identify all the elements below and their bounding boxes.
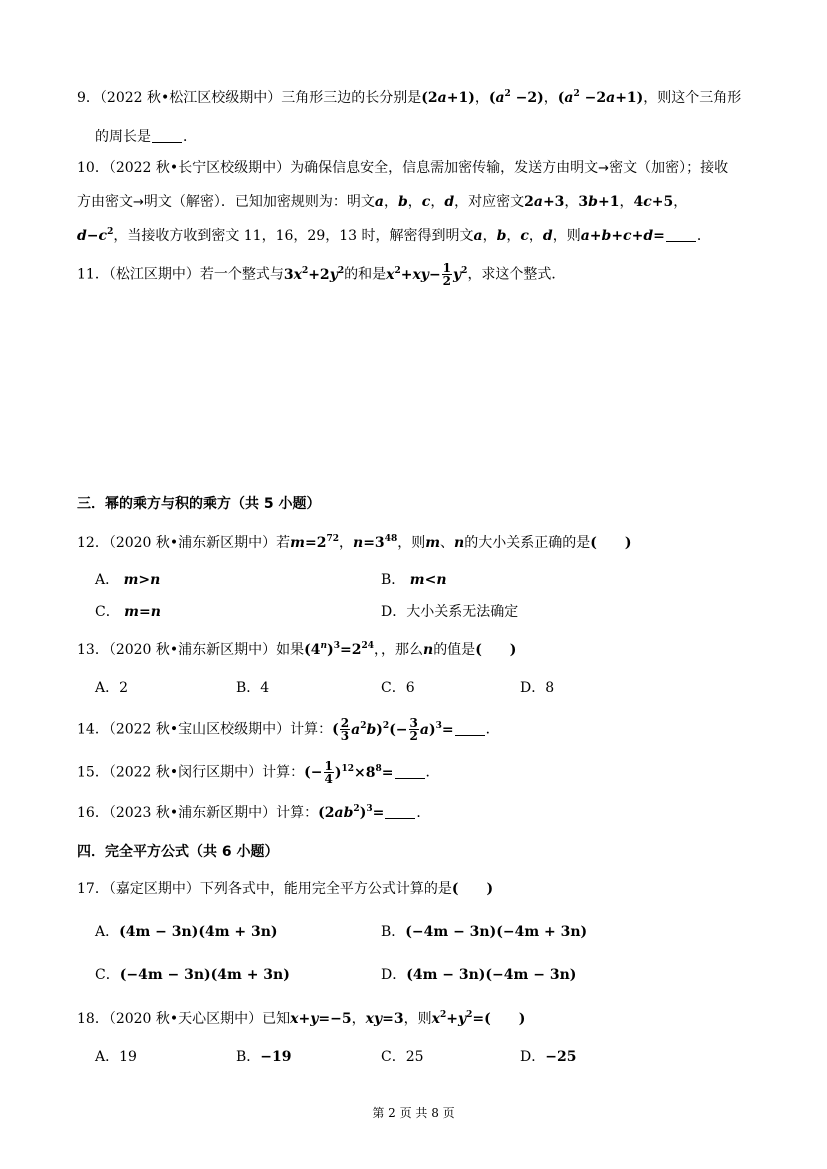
- q17-option-d[interactable]: D．(4m − 3n)(−4m − 3n): [381, 967, 577, 983]
- q13-option-b[interactable]: B．4: [236, 680, 270, 696]
- q18-option-d[interactable]: D．−25: [520, 1049, 577, 1065]
- page-footer: 第 2 页 共 8 页: [372, 1106, 455, 1120]
- question-10-line1: 10．（2022 秋•长宁区校级期中）为确保信息安全，信息需加密传输，发送方由明文→密文（加密）；接收: [77, 160, 729, 176]
- question-9-line1: 9．（2022 秋•松江区校级期中）三角形三边的长分别是(2a+1)，$(a^2 -2)$，$(a^2 -2a+1)$，则这个三角形: [77, 89, 742, 106]
- q13-option-a[interactable]: A．2: [95, 680, 129, 696]
- question-13: 13．（2020 秋•浦东新区期中）如果$(4^n)^3=2^{24}$，，那么n的值是( ): [77, 641, 517, 658]
- question-16: 16．（2023 秋•浦东新区期中）计算：$(2ab^2)^3=$ ．: [77, 804, 431, 821]
- question-9-line2: 的周长是 ．: [95, 129, 197, 145]
- question-15: 15．（2022 秋•闵行区期中）计算：(− $\frac{1}{4}$ )$^{12}\times 8^8=$ ．: [77, 759, 440, 786]
- q17-option-a[interactable]: A．(4m − 3n)(4m + 3n): [95, 924, 278, 940]
- question-11: 11．（松江区期中）若一个整式与$3x^2+2y^2$的和是$x^2+xy-$ $\frac{1}{2}$ $y^2$，求这个整式．: [77, 261, 566, 288]
- question-17: 17．（嘉定区期中）下列各式中，能用完全平方公式计算的是( ): [77, 881, 494, 897]
- question-14: 14．（2022 秋•宝山区校级期中）计算：( $\frac{2}{3}$ $a^2b)^2(-$ $\frac{3}{2}$ a)$^3$= ．: [77, 716, 500, 743]
- q12-option-c[interactable]: C． m=n: [95, 604, 161, 620]
- q12-option-d[interactable]: D．大小关系无法确定: [381, 604, 519, 620]
- question-12: 12．（2020 秋•浦东新区期中）若$m=2^{72}$，$n=3^{48}$，则m、n的大小关系正确的是( ): [77, 534, 632, 551]
- q13-option-d[interactable]: D．8: [520, 680, 555, 696]
- arrow-icon: →: [598, 161, 610, 176]
- arrow-icon: →: [133, 195, 144, 210]
- q13-option-c[interactable]: C．6: [381, 680, 415, 696]
- answer-blank[interactable]: [455, 721, 485, 736]
- q12-option-a[interactable]: A． m>n: [95, 572, 161, 588]
- q18-option-c[interactable]: C．25: [381, 1049, 424, 1065]
- answer-blank[interactable]: [666, 227, 696, 242]
- q12-option-b[interactable]: B． m<n: [381, 572, 447, 588]
- q17-option-b[interactable]: B．(−4m − 3n)(−4m + 3n): [381, 924, 588, 940]
- section-4-heading: 四．完全平方公式（共 6 小题）: [77, 844, 279, 860]
- q18-option-a[interactable]: A．19: [95, 1049, 137, 1065]
- q17-option-c[interactable]: C．(−4m − 3n)(4m + 3n): [95, 967, 290, 983]
- section-3-heading: 三．幂的乘方与积的乘方（共 5 小题）: [77, 496, 321, 512]
- question-18: 18．（2020 秋•天心区期中）已知x+y=−5，xy=3，则$x^2+y^2=$( ): [77, 1010, 526, 1027]
- answer-blank[interactable]: [385, 804, 415, 819]
- question-10-line3: $d-c^2$，当接收方收到密文 11，16，29，13 时，解密得到明文a，b，c，d，则a+b+c+d= ．: [77, 227, 711, 244]
- answer-blank[interactable]: [152, 128, 182, 143]
- q18-option-b[interactable]: B．−19: [236, 1049, 292, 1065]
- question-10-line2: 方由密文→明文（解密）．已知加密规则为：明文a，b，c，d，对应密文2a+3，3b+1，4c+5，: [77, 194, 688, 210]
- answer-blank[interactable]: [395, 764, 425, 779]
